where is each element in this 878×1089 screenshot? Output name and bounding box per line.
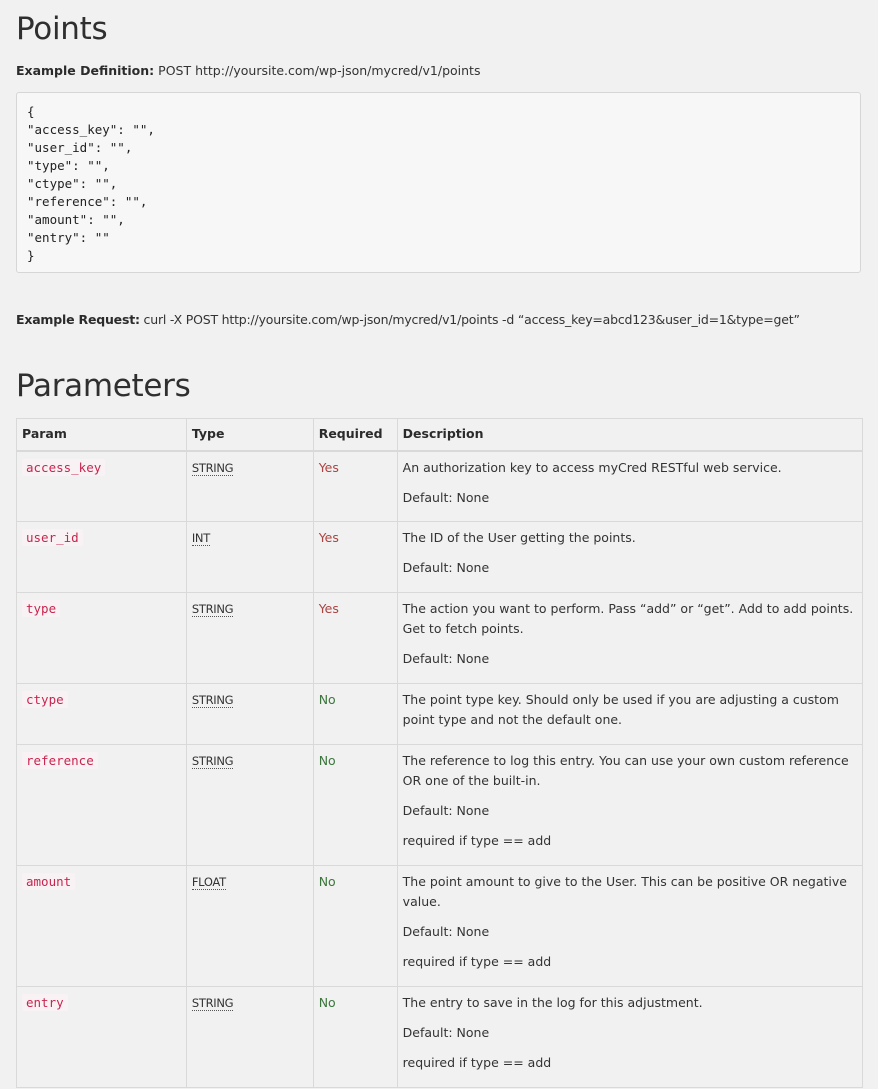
table-row (17, 451, 863, 522)
description-text: The point type key. Should only be used if you are adjusting a custom point type and not the default one. (402, 692, 839, 727)
definition-value: POST http://yoursite.com/wp-json/mycred/v1/points (158, 63, 481, 78)
code-block (16, 92, 861, 273)
description-text: An authorization key to access myCred RESTful web service. (402, 459, 782, 475)
description-text: Default: None (402, 1025, 490, 1040)
param-cell (17, 866, 187, 987)
header-required: Required (313, 419, 397, 451)
param-cell (17, 593, 187, 684)
description-text: Default: None (402, 803, 490, 818)
description-cell (397, 745, 862, 866)
param-cell (17, 745, 187, 866)
param-type: STRING (191, 996, 234, 1010)
description-cell (397, 593, 862, 684)
request-value: curl -X POST http://yoursite.com/wp-json/mycred/v1/points -d “access_key=abcd123&user_id=1&type=get” (143, 312, 800, 327)
description-text: Default: None (402, 560, 490, 575)
param-name: type (22, 600, 60, 617)
example-definition (16, 62, 480, 80)
type-cell (186, 987, 313, 1088)
param-name: amount (22, 873, 75, 890)
table-row (17, 522, 863, 593)
parameters-table (16, 418, 863, 1088)
param-cell (17, 451, 187, 522)
type-cell (186, 684, 313, 745)
type-cell (186, 745, 313, 866)
description-text: Default: None (402, 924, 490, 939)
required-cell (313, 745, 397, 866)
required-value: No (318, 692, 336, 707)
required-cell (313, 451, 397, 522)
param-name: entry (22, 994, 68, 1011)
code-line: "entry": "" (27, 230, 110, 245)
type-cell (186, 451, 313, 522)
table-row (17, 684, 863, 745)
type-cell (186, 593, 313, 684)
code-line: { (27, 104, 35, 119)
param-cell (17, 522, 187, 593)
header-description: Description (397, 419, 862, 451)
required-value: Yes (318, 459, 339, 475)
required-value: No (318, 995, 336, 1010)
description-text: required if type == add (402, 954, 552, 969)
description-text: The entry to save in the log for this adjustment. (402, 995, 703, 1010)
description-cell (397, 866, 862, 987)
description-text: Default: None (402, 651, 490, 666)
required-value: Yes (318, 530, 339, 545)
required-value: Yes (318, 601, 339, 616)
param-name: reference (22, 752, 98, 769)
table-row (17, 866, 863, 987)
code-line: "user_id": "", (27, 140, 133, 155)
param-type: STRING (191, 693, 234, 707)
type-cell (186, 866, 313, 987)
description-cell (397, 684, 862, 745)
code-line: "ctype": "", (27, 176, 118, 191)
required-cell (313, 987, 397, 1088)
param-type: FLOAT (191, 875, 226, 889)
description-cell (397, 987, 862, 1088)
parameters-heading: Parameters (16, 368, 191, 404)
param-type: INT (191, 531, 210, 545)
table-row (17, 745, 863, 866)
code-line: "type": "", (27, 158, 110, 173)
param-name: user_id (22, 529, 83, 546)
page-title: Points (16, 11, 108, 47)
header-param: Param (17, 419, 187, 451)
param-cell (17, 987, 187, 1088)
description-cell (397, 451, 862, 522)
description-text: The action you want to perform. Pass “add” or “get”. Add to add points. Get to fetch points. (402, 601, 854, 636)
required-cell (313, 684, 397, 745)
param-type: STRING (191, 460, 234, 475)
request-label: Example Request: (16, 312, 140, 327)
description-text: The point amount to give to the User. This can be positive OR negative value. (402, 874, 847, 909)
param-name: ctype (22, 691, 68, 708)
table-header-row (17, 419, 863, 451)
header-type: Type (186, 419, 313, 451)
param-name: access_key (22, 459, 105, 476)
param-type: STRING (191, 602, 234, 616)
param-cell (17, 684, 187, 745)
description-text: Default: None (402, 489, 490, 505)
type-cell (186, 522, 313, 593)
required-value: No (318, 874, 336, 889)
required-cell (313, 866, 397, 987)
code-line: "amount": "", (27, 212, 125, 227)
description-cell (397, 522, 862, 593)
definition-label: Example Definition: (16, 63, 155, 78)
code-line: } (27, 248, 35, 263)
param-type: STRING (191, 754, 234, 768)
table-row (17, 987, 863, 1088)
code-line: "reference": "", (27, 194, 148, 209)
code-line: "access_key": "", (27, 122, 155, 137)
description-text: The ID of the User getting the points. (402, 530, 636, 545)
required-cell (313, 522, 397, 593)
description-text: The reference to log this entry. You can use your own custom reference OR one of the built-in. (402, 753, 849, 788)
required-cell (313, 593, 397, 684)
description-text: required if type == add (402, 833, 552, 848)
required-value: No (318, 753, 336, 768)
description-text: required if type == add (402, 1055, 552, 1070)
table-row (17, 593, 863, 684)
example-request (16, 311, 800, 329)
code-content (27, 103, 850, 265)
